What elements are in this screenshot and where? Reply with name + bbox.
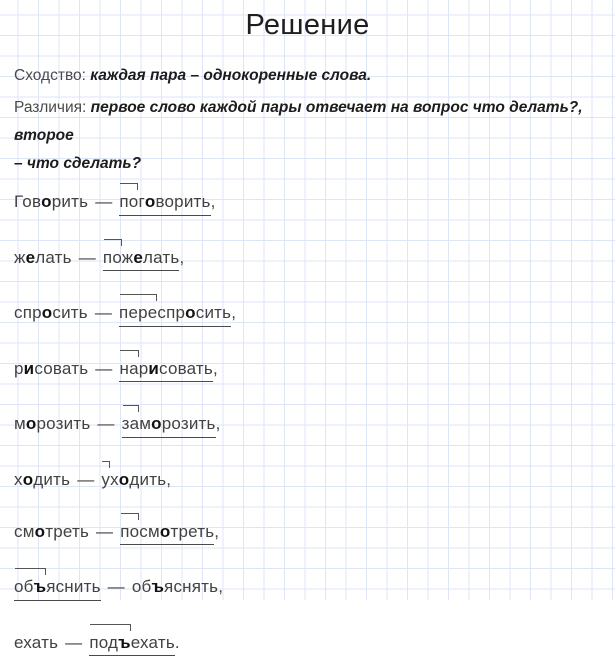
dash-separator: — [77,470,94,489]
word-first: ходить [14,469,70,490]
punctuation: , [211,192,216,211]
dash-separator: — [95,303,112,322]
word-first: смотреть [14,521,89,542]
word-pair-row [14,400,615,438]
word-second: переспросить [119,302,231,327]
word-second: уходить [101,469,166,490]
word-second: объяснять [132,576,218,597]
word-pair-row [14,234,615,272]
word-pair-row [14,345,615,383]
dash-separator: — [95,192,112,211]
difference-line [14,94,605,178]
dash-separator: — [108,577,125,596]
punctuation: , [213,359,218,378]
word-pair-row [14,456,615,490]
punctuation: , [218,577,223,596]
word-pair-row [14,508,615,546]
punctuation: , [214,522,219,541]
word-pairs [14,178,615,656]
difference-answer: первое слово каждой пары отвечает на вопрос что делать?, второе [14,99,583,144]
word-second: посмотреть [120,521,214,546]
word-first: морозить [14,413,90,434]
word-second: поговорить [119,191,210,216]
dash-separator: — [95,359,112,378]
difference-label: Различия: [14,99,86,116]
word-second: пожелать [103,247,180,272]
word-pair-row [14,619,615,656]
punctuation: . [175,633,180,652]
word-pair-row [14,289,615,327]
dash-separator: — [96,522,113,541]
word-second: заморозить [122,413,216,438]
intro-section [0,62,615,178]
word-first: спросить [14,302,88,323]
punctuation: , [216,414,221,433]
punctuation: , [166,470,171,489]
page-title: Решение [0,0,615,45]
similarity-answer: каждая пара – однокоренные слова. [90,67,371,84]
similarity-line [14,62,605,90]
word-first: ехать [14,632,58,653]
word-pair-row [14,178,615,216]
punctuation: , [231,303,236,322]
word-second: нарисовать [119,358,213,383]
punctuation: , [179,248,184,267]
difference-answer-continued: – что сделать? [14,155,141,172]
dash-separator: — [79,248,96,267]
word-second: подъехать [89,632,175,656]
word-first: желать [14,247,72,268]
word-pair-row [14,563,615,601]
dash-separator: — [97,414,114,433]
similarity-label: Сходство: [14,67,86,84]
word-first: рисовать [14,358,88,379]
word-first: Говорить [14,191,88,212]
word-first: объяснить [14,576,101,601]
dash-separator: — [65,633,82,652]
